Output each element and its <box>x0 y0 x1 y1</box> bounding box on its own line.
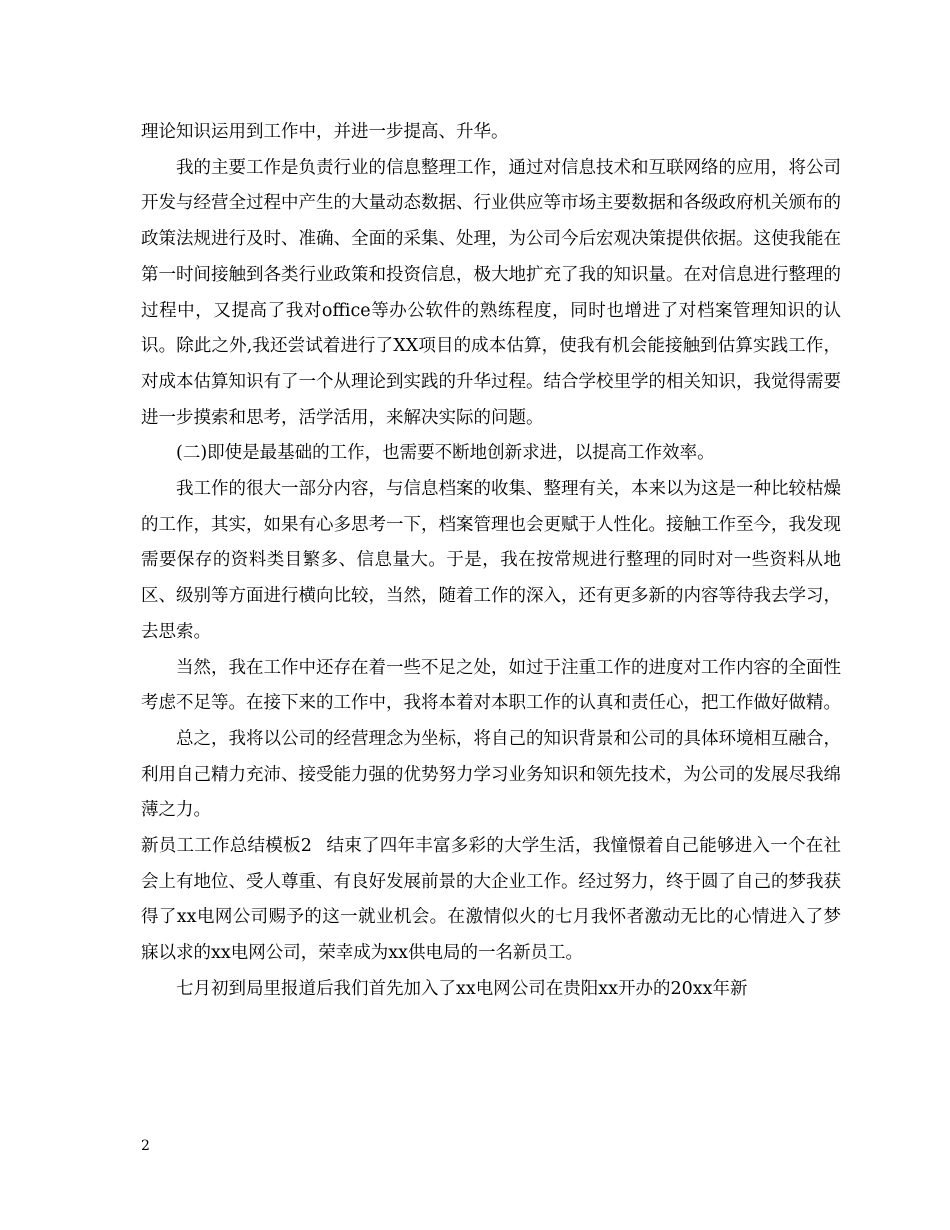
section-text: 结束了四年丰富多彩的大学生活，我憧憬着自己能够进入一个在社会上有地位、受人尊重、有良好发展前景的大企业工作。经过努力，终于圆了自己的梦我获得了xx电网公司赐予的这一就业机会。在激情似火的七月我怀者激动无比的心情进入了梦寐以求的xx电网公司，荣幸成为xx供电局的一名新员工。 <box>141 836 841 964</box>
paragraph-1: 理论知识运用到工作中，并进一步提高、升华。 <box>141 122 509 142</box>
paragraph-3: (二)即使是最基础的工作，也需要不断地创新求进，以提高工作效率。 <box>176 443 715 464</box>
paragraph-6: 总之，我将以公司的经营理念为坐标，将自己的知识背景和公司的具体环境相互融合，利用自己精力充沛、接受能力强的优势努力学习业务知识和领先技术，为公司的发展尽我绵薄之力。 <box>141 728 841 821</box>
final-paragraph: 七月初到局里报道后我们首先加入了xx电网公司在贵阳xx开办的20xx年新 <box>176 978 748 999</box>
document-body <box>141 115 841 1008</box>
paragraph-4: 我工作的很大一部分内容，与信息档案的收集、整理有关，本来以为这是一种比较枯燥的工作，其实，如果有心多思考一下，档案管理也会更赋于人性化。接触工作至今，我发现需要保存的资料类目繁多、信息量大。于是，我在按常规进行整理的同时对一些资料从地区、级别等方面进行横向比较，当然，随着工作的深入，还有更多新的内容等待我去学习，去思索。 <box>141 479 841 642</box>
section-title: 新员工工作总结模板2 <box>141 836 312 857</box>
section-paragraph <box>141 829 841 972</box>
page-number: 2 <box>141 1138 150 1154</box>
paragraph-2: 我的主要工作是负责行业的信息整理工作，通过对信息技术和互联网络的应用，将公司开发与经营全过程中产生的大量动态数据、行业供应等市场主要数据和各级政府机关颁布的政策法规进行及时、准确、全面的采集、处理，为公司今后宏观决策提供依据。这使我能在第一时间接触到各类行业政策和投资信息，极大地扩充了我的知识量。在对信息进行整理的过程中，又提高了我对office等办公软件的熟练程度，同时也增进了对档案管理知识的认识。除此之外,我还尝试着进行了XX项目的成本估算，使我有机会能接触到估算实践工作，对成本估算知识有了一个从理论到实践的升华过程。结合学校里学的相关知识，我觉得需要进一步摸索和思考，活学活用，来解决实际的问题。 <box>141 157 841 428</box>
paragraph-5: 当然，我在工作中还存在着一些不足之处，如过于注重工作的进度对工作内容的全面性考虑不足等。在接下来的工作中，我将本着对本职工作的认真和责任心，把工作做好做精。 <box>141 657 841 714</box>
